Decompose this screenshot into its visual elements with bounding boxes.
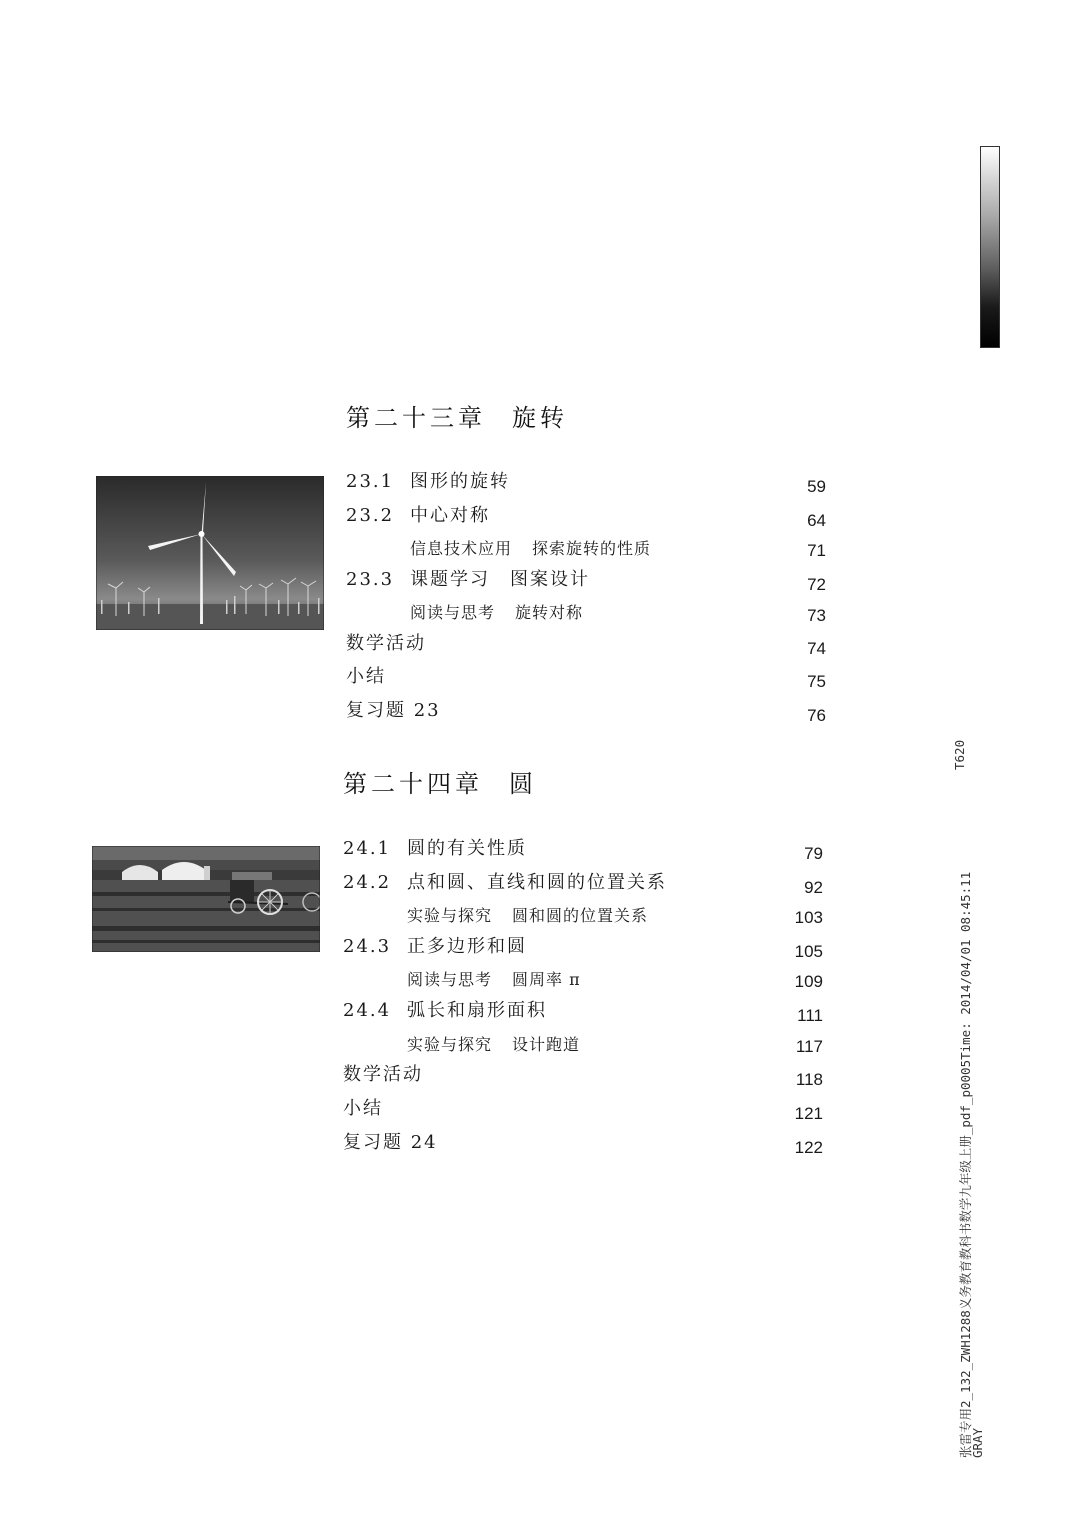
chapter-23-heading: [346, 398, 568, 433]
section-title: 中心对称: [410, 505, 490, 526]
page-number: 79: [804, 844, 823, 863]
chapter-24-heading: [343, 764, 537, 799]
scan-filename: 张雷专用2_132_ZWH1288义务教育教科书数学九年级上册_pdf_p0005Time: 2014/04/01 08:45:11: [958, 871, 973, 1458]
section-title: 复习题 23: [346, 700, 441, 721]
feature-title: 圆周率 π: [512, 970, 581, 989]
section-number: 23.2: [346, 505, 395, 526]
section-title: 图形的旋转: [410, 471, 510, 492]
toc-entry-24-2[interactable]: [343, 871, 667, 895]
wind-turbine-photo: [96, 476, 324, 630]
scan-code: T620: [952, 739, 967, 770]
feature-label: 信息技术应用: [410, 539, 513, 558]
feature-label: 阅读与思考: [407, 970, 493, 989]
page-number: 71: [807, 541, 826, 560]
yurt-carriage-photo: [92, 846, 320, 952]
page-number: 109: [794, 972, 823, 991]
section-title: 正多边形和圆: [407, 936, 527, 957]
toc-entry-23-2[interactable]: [346, 504, 490, 528]
page-number: 75: [807, 672, 826, 691]
feature-label: 实验与探究: [407, 1035, 493, 1054]
toc-entry-23-it[interactable]: [410, 537, 651, 561]
toc-entry-24-reading[interactable]: [407, 968, 581, 992]
section-label: 课题学习: [410, 569, 490, 590]
section-title: 图案设计: [510, 569, 590, 590]
feature-title: 探索旋转的性质: [532, 539, 652, 558]
section-number: 23.3: [346, 569, 395, 590]
section-number: 24.4: [343, 1000, 392, 1021]
toc-entry-23-3[interactable]: [346, 568, 590, 592]
page-number: 92: [804, 878, 823, 897]
section-title: 小结: [346, 666, 386, 687]
toc-entry-23-activity[interactable]: [346, 632, 426, 656]
feature-title: 旋转对称: [515, 603, 584, 622]
page-number: 118: [795, 1070, 823, 1089]
page-number: 74: [807, 639, 826, 658]
page-number: 105: [794, 942, 823, 961]
grayscale-calibration-strip: [980, 146, 1000, 348]
section-title: 数学活动: [346, 633, 426, 654]
chapter-24-subject: 圆: [509, 770, 537, 798]
feature-title: 圆和圆的位置关系: [512, 906, 649, 925]
page-number: 59: [807, 477, 826, 496]
section-title: 点和圆、直线和圆的位置关系: [407, 872, 667, 893]
scan-mode: GRAY: [970, 1427, 985, 1458]
toc-entry-23-summary[interactable]: [346, 665, 386, 689]
page-number: 111: [797, 1006, 823, 1025]
page-number: 76: [807, 706, 826, 725]
toc-entry-24-experiment-2[interactable]: [407, 1033, 580, 1057]
toc-entry-23-1[interactable]: [346, 470, 510, 494]
page-number: 122: [794, 1138, 823, 1157]
section-title: 圆的有关性质: [407, 838, 527, 859]
section-number: 23.1: [346, 471, 395, 492]
toc-entry-24-experiment-1[interactable]: [407, 904, 648, 928]
page-number: 64: [807, 511, 826, 530]
toc-entry-23-reading[interactable]: [410, 601, 583, 625]
toc-entry-23-review[interactable]: [346, 699, 441, 723]
page-number: 121: [794, 1104, 823, 1123]
chapter-24-number: 第二十四章: [343, 770, 483, 798]
page-number: 117: [795, 1037, 823, 1056]
section-number: 24.2: [343, 872, 392, 893]
toc-entry-24-review[interactable]: [343, 1131, 438, 1155]
toc-entry-24-4[interactable]: [343, 999, 547, 1023]
toc-entry-24-activity[interactable]: [343, 1063, 423, 1087]
toc-entry-24-1[interactable]: [343, 837, 527, 861]
toc-entry-24-summary[interactable]: [343, 1097, 383, 1121]
chapter-23-number: 第二十三章: [346, 404, 486, 432]
section-number: 24.3: [343, 936, 392, 957]
toc-entry-24-3[interactable]: [343, 935, 527, 959]
page-number: 72: [807, 575, 826, 594]
section-number: 24.1: [343, 838, 392, 859]
feature-label: 实验与探究: [407, 906, 493, 925]
section-title: 复习题 24: [343, 1132, 438, 1153]
page-number: 103: [794, 908, 823, 927]
feature-title: 设计跑道: [512, 1035, 581, 1054]
chapter-23-subject: 旋转: [512, 404, 568, 432]
section-title: 弧长和扇形面积: [407, 1000, 547, 1021]
section-title: 数学活动: [343, 1064, 423, 1085]
page-number: 73: [807, 606, 826, 625]
feature-label: 阅读与思考: [410, 603, 496, 622]
section-title: 小结: [343, 1098, 383, 1119]
